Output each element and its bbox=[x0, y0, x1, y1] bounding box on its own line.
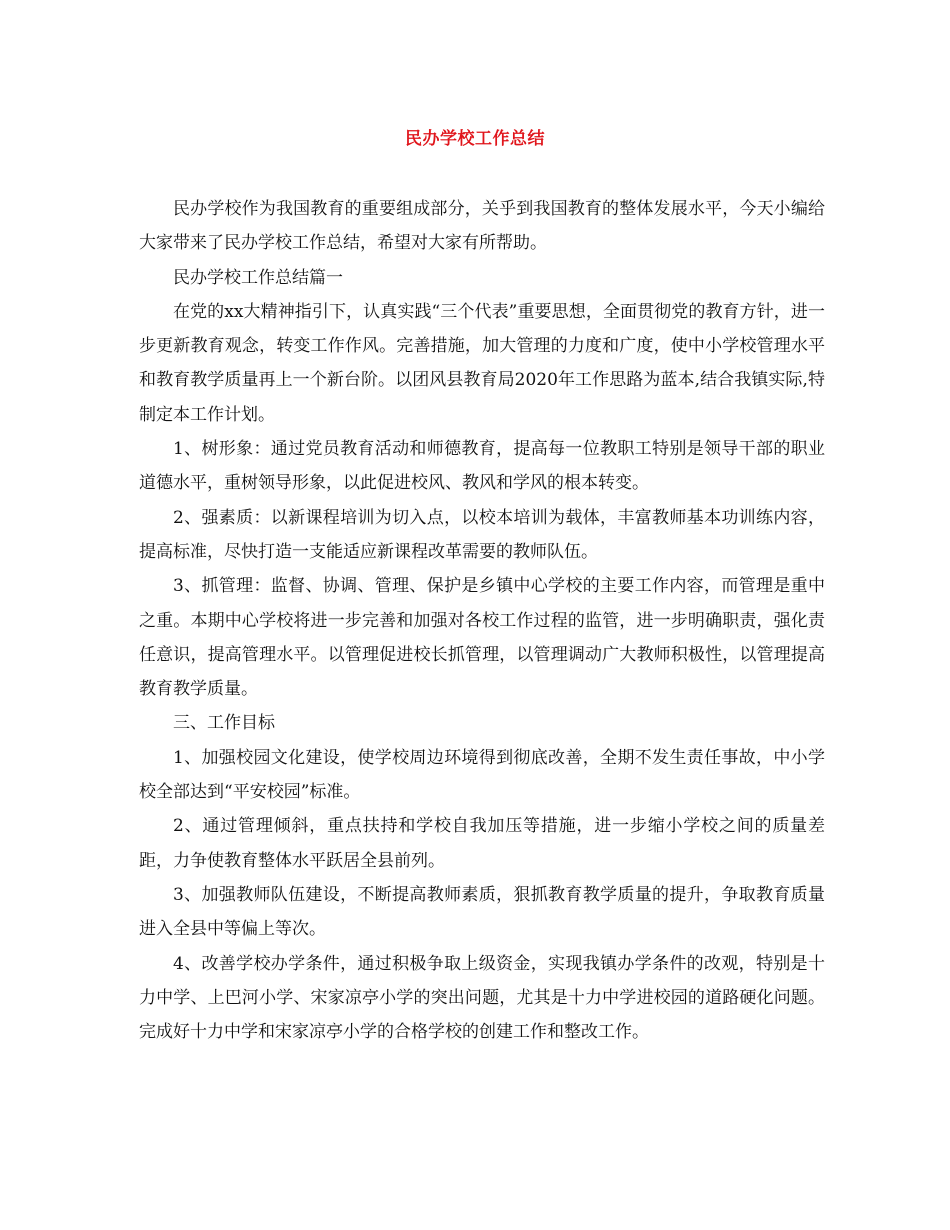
section-heading: 三、工作目标 bbox=[173, 713, 275, 734]
list-item: 2、通过管理倾斜，重点扶持和学校自我加压等措施，进一步缩小学校之间的质量差距，力争使教育整体水平跃居全县前列。 bbox=[139, 816, 825, 871]
list-item: 3、抓管理：监督、协调、管理、保护是乡镇中心学校的主要工作内容，而管理是重中之重。本期中心学校将进一步完善和加强对各校工作过程的监管，进一步明确职责，强化责任意识，提高管理水平。以管理促进校长抓管理，以管理调动广大教师积极性，以管理提高教育教学质量。 bbox=[139, 576, 825, 700]
body-paragraph: 在党的xx大精神指引下，认真实践“三个代表”重要思想，全面贯彻党的教育方针，进一步更新教育观念，转变工作作风。完善措施，加大管理的力度和广度，使中小学校管理水平和教育教学质量再上一个新台阶。以团风县教育局2020年工作思路为蓝本,结合我镇实际,特制定本工作计划。 bbox=[139, 301, 825, 425]
list-item: 2、强素质：以新课程培训为切入点，以校本培训为载体，丰富教师基本功训练内容，提高标准，尽快打造一支能适应新课程改革需要的教师队伍。 bbox=[139, 507, 825, 562]
list-item: 4、改善学校办学条件，通过积极争取上级资金，实现我镇办学条件的改观，特别是十力中学、上巴河小学、宋家凉亭小学的突出问题，尤其是十力中学进校园的道路硬化问题。完成好十力中学和宋家凉亭小学的合格学校的创建工作和整改工作。 bbox=[139, 953, 825, 1043]
intro-paragraph: 民办学校作为我国教育的重要组成部分，关乎到我国教育的整体发展水平，今天小编给大家带来了民办学校工作总结，希望对大家有所帮助。 bbox=[139, 199, 825, 254]
document-body bbox=[139, 192, 825, 1049]
list-item: 1、加强校园文化建设，使学校周边环境得到彻底改善，全期不发生责任事故，中小学校全部达到“平安校园”标准。 bbox=[139, 747, 825, 803]
list-item: 3、加强教师队伍建设，不断提高教师素质，狠抓教育教学质量的提升，争取教育质量进入全县中等偏上等次。 bbox=[139, 884, 825, 940]
document-title: 民办学校工作总结 bbox=[405, 129, 545, 149]
section-heading: 民办学校工作总结篇一 bbox=[173, 267, 343, 288]
list-item: 1、树形象：通过党员教育活动和师德教育，提高每一位教职工特别是领导干部的职业道德水平，重树领导形象，以此促进校风、教风和学风的根本转变。 bbox=[139, 439, 825, 494]
